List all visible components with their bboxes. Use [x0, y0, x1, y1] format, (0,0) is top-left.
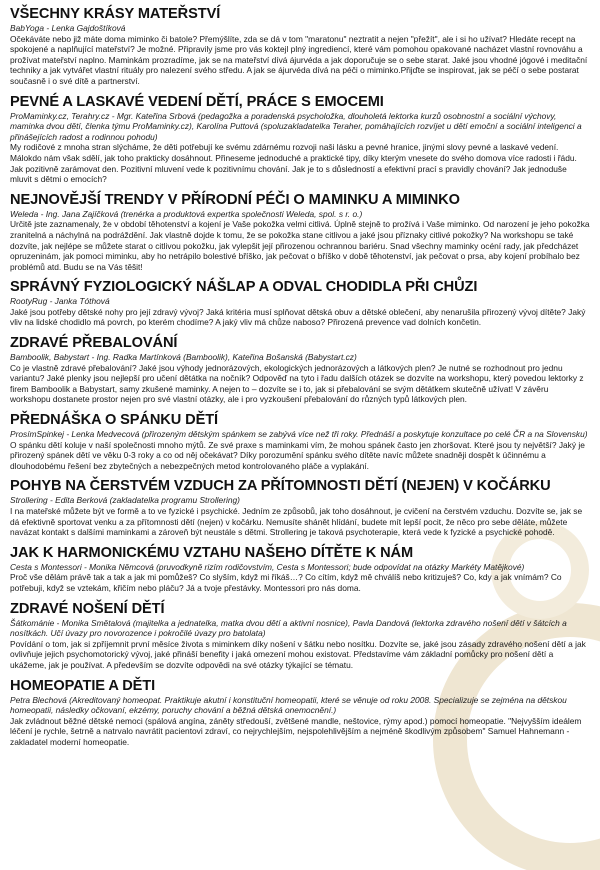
section-title: PEVNÉ A LASKAVÉ VEDENÍ DĚTÍ, PRÁCE S EMOCEMI: [10, 93, 384, 110]
section-subtitle: Bamboolik, Babystart - Ing. Radka Martínková (Bamboolik), Kateřina Bošanská (Babystart.cz): [10, 352, 357, 363]
section-subtitle: Petra Blechová (Akreditovaný homeopat. Praktikuje akutní i konstituční homeopatii, které se věnuje od roku 2008. Specializuje se zejména na dětskou homeopatii, následky očkovaní, ekzémy, poruchy chování a běžná dětská onemocnění.): [10, 694, 567, 716]
section-body: Očekáváte nebo již máte doma miminko či batole? Přemýšlíte, zda se dá v tom "maratonu" neztratit a nejen "přežít", ale i si ho užívat? Hledáte recept na spokojené a naplňující mateřství? Je možné. Připravily jsme pro vás koktejl plný ingrediencí, které vám pomohou opakované nacházet vlastní rovnováhu a prožívat mateřství naplno. Maminkám prozradíme, jak se na mateřství dívá ájurvéda a jak doporučuje se o sebe starat. Jaké jsou vhodné jógové i meditační techniky a jak vytvářet vlastní rituály pro nalezení svého středu. A jak se ájurvéda dívá na péči o miminko.Přijďte se inspirovat, jak se péčí o sebe postarat současně i o své dítě a partnerství.: [10, 33, 588, 86]
section-title: POHYB NA ČERSTVÉM VZDUCH ZA PŘÍTOMNOSTI DĚTÍ (NEJEN) V KOČÁRKU: [10, 478, 551, 495]
section-title: HOMEOPATIE A DĚTI: [10, 677, 156, 694]
section-zdrave-noseni: [10, 601, 590, 671]
section-subtitle: Šátkománie - Monika Smětalová (majitelka a jednatelka, matka dvou dětí a aktivní nosnice), Pavla Dandová (lektorka zdravého nošení dětí v šátcích a nosítkách. Učí úvazy pro novorozence i pokročilé úvazy pro batolata): [10, 617, 567, 639]
section-trendy-prirodni-pece: [10, 192, 590, 273]
section-body: Jak zvládnout běžné dětské nemoci (spálová angína, záněty středouší, zvětšené mandle, neštovice, rýmy apod.) pomocí homeopatie. "Nejvyšším ideálem léčení je rychle, šetrně a natrvalo navrátit pacientovi zdraví, co nejrychlejším, nejspolehlivějším a nejméně škodlivým způsobem" Samuel Hahnemann - zakladatel moderní homeopatie.: [10, 715, 582, 747]
section-subtitle: Weleda - Ing. Jana Zajíčková (trenérka a produktová expertka společnosti Weleda, spol. s r. o.): [10, 208, 363, 219]
section-pevne-vedeni: [10, 94, 590, 185]
section-title: SPRÁVNÝ FYZIOLOGICKÝ NÁŠLAP A ODVAL CHODIDLA PŘI CHŮZI: [10, 279, 478, 296]
section-subtitle: Strollering - Edita Berková (zakladatelka programu Strollering): [10, 495, 240, 506]
section-pohyb-kocarek: [10, 478, 590, 537]
section-naslap-chodidla: [10, 279, 590, 328]
section-body: Určitě jste zaznamenaly, že v období těhotenství a kojení je Vaše pokožka velmi citlivá. Úplně stejně to prožívá i Vaše miminko. Od narození je jeho pokožka zranitelná a náchylná na podráždění. Jak vlastně dojde k tomu, že se pokožka stane citlivou a jaké jsou příznaky citlivé pokožky? Na workshopu se také dozvíte, jak nejlépe se můžete starat o citlivou pokožku, jak vylepšit její přirozenou ochrannou bariéru. Snad všechny maminky océní rady, jak předcházet opruzeninám, jak pomoci miminku, aby ho netrápilo bolestivé bříško, jak pečovat o bříško v době těhotenství, jak pečovat o prsa, aby kojení probíhalo bez problémů atd. Budu se na Vás těšit!: [10, 219, 590, 272]
section-title: ZDRAVÉ NOŠENÍ DĚTÍ: [10, 600, 165, 617]
section-body: My rodičové z mnoha stran slýcháme, že děti potřebují ke svému zdárnému rozvoji naši lásku a pevné hranice, jinými slovy pevné a laskavé vedení. Málokdo nám však sdělí, jak toho prakticky dosáhnout. Přineseme jednoduché a praktické tipy, díky kterým vnesete do svého domova více radosti i řádu. Jak pozitivně zarámovat den. Pozitivní mluvení vede k pozitivnímu chování. Jak je to s důsledností a efektivní prací s pravidly chování? Jak jednoduše mluvit s dětmi o emocích?: [10, 142, 577, 185]
section-subtitle: ProsímSpinkej - Lenka Medvecová (přirozeným dětským spánkem se zabývá více než tři roky. Přednáší a poskytuje konzultace po celé ČR a na Slovensku): [10, 429, 588, 440]
section-body: Povídání o tom, jak si zpříjemnit první měsíce života s miminkem díky nošení v šátku nebo nosítku. Dozvíte se, jaké jsou zásady zdravého nošení dětí a jak ovlivňuje jejich psychomotorický vývoj, jaké přináší benefity i jaká omezení mohou existovat. Představíme vám základní pomůcky pro nošení dětí a ukážeme, jak je používat. A především se dozvíte odpovědi na své otázky týkající se tématu.: [10, 638, 586, 670]
section-subtitle: Cesta s Montessori - Monika Němcová (pruvodkyně rizím rodičovstvím, Cesta s Montessori; bude odpovídat na otázky Markéty Matějkové): [10, 561, 525, 572]
section-subtitle: ProMaminky.cz, Terahry.cz - Mgr. Kateřina Srbová (pedagožka a poradenská psycholožka, dlouholetá lektorka kurzů osobnostní a sociální výchovy, maminka dvou dětí, členka týmu ProMaminky.cz), Karolína Puttová (spoluzakladatelka Teraher, pomáhajících rozvíjet u dětí emoční a sociální inteligenci a přinášejících radost a rodinnou pohodu): [10, 110, 582, 142]
section-body: Co je vlastně zdravé přebalování? Jaké jsou výhody jednorázových, ekologických jednorázových a látkových plen? Je nutné se rozhodnout pro jednu variantu? Jaké plenky jsou nejlepší pro učení dětátka na nočník? Odpověď na tyto i řadu dalších otázek se dozvíte na workshopu, který povedou lektorky z firem Bamboolik a Babystart, samy zkušené maminky. A nejen to – dozvíte se i to, jak si přebalování se svým dětátkem skutečně užívat! V závěru workshopu dostanete prostor nejen pro své vlastní otázky, ale i pro vyzkoušení přebalování do různých typů látkových plen.: [10, 362, 584, 405]
section-subtitle: RootyRug - Janka Tóthová: [10, 296, 110, 307]
section-zdrave-prebalovani: [10, 335, 590, 405]
section-spanek-deti: [10, 412, 590, 471]
section-body: O spánku dětí koluje v naší společnosti mnoho mýtů. Ze své praxe s maminkami vím, že mohou spánek často jen zhoršovat. Které jsou ty největší? Jaký je přirozený spánek dětí ve věku 0-3 roky a co od něj očekávat? Díky porozumění spánku svého dítěte navíc můžete snadněji dospět k účinnému a dlouhodobému řešení bez zbytečných a nebezpečných metod kontrolovaného pláče a vyplakání.: [10, 439, 585, 471]
section-subtitle: BabYoga - Lenka Gajdoštíková: [10, 23, 126, 33]
section-title: JAK K HARMONICKÉMU VZTAHU NAŠEHO DÍTĚTE K NÁM: [10, 544, 414, 561]
section-vsechny-krasy: [10, 6, 590, 87]
section-body: Proč vše dělám právě tak a tak a jak mi pomůžeš? Co slyším, když mi říkáš…? Co cítím, když mě chválíš nebo kritizuješ? Co, kdy a jak vnímám? Co potřebuji, když se vztekám, křičím nebo pláču? Já a tvoje přestávky. Montessori pro nás doma.: [10, 572, 562, 593]
section-title: PŘEDNÁŠKA O SPÁNKU DĚTÍ: [10, 412, 218, 429]
section-harmonicky-vztah: [10, 545, 590, 594]
section-body: Jaké jsou potřeby dětské nohy pro její zdravý vývoj? Jaká kritéria musí splňovat dětská obuv a dětské oblečení, aby nenarušila přirozený vývoj dítěte? Jaký vliv na lidské chodidlo má povrch, po kterém chodíme? A jaký vliv má chůze naboso? Přirozená prevence vad dolních končetin.: [10, 306, 586, 328]
section-title: NEJNOVĚJŠÍ TRENDY V PŘÍRODNÍ PÉČI O MAMINKU A MIMINKO: [10, 191, 460, 208]
section-title: ZDRAVÉ PŘEBALOVÁNÍ: [10, 335, 178, 352]
section-title: VŠECHNY KRÁSY MATEŘSTVÍ: [10, 6, 221, 22]
section-body: I na mateřské můžete být ve formě a to ve fyzické i psychické. Jedním ze způsobů, jak toho dosáhnout, je cvičení na čerstvém vzduchu. Dozvíte se, jak se dá efektivně sportovat venku a za přítomnosti dětí (nejen) v kočárku. Nemusíte shánět hlídání, budete mít lepší pocit, že něco pro sebe děláte, můžete navázat kontakt s dalšími maminkami a zároveň být neustále s dětmi. Strollering je taková psychoterapie, která vede k fyzické a psychické pohodě.: [10, 506, 583, 538]
section-homeopatie: [10, 678, 590, 748]
